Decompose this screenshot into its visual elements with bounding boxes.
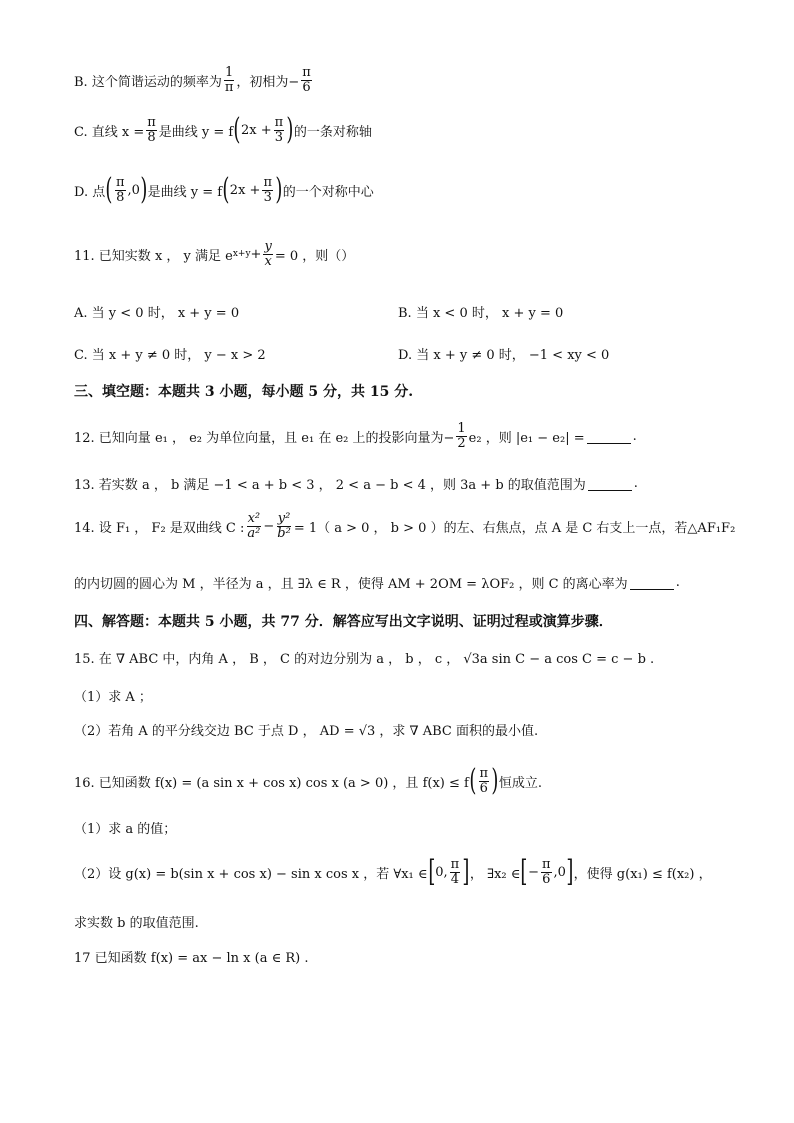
option-b [74,66,314,94]
q16-2-interval-2: − [528,864,539,880]
option-c-mid: 是曲线 y = f [158,124,234,140]
answer-blank [630,575,674,590]
fraction: $\frac{\text{x²}}{\text{a²}}$ [247,511,261,541]
answer-blank [587,429,631,444]
option-c-inner: 2x + [240,122,272,138]
fraction: $\frac{y}{x}$ [264,239,272,269]
answer-blank [588,476,632,491]
fraction: $\frac{\pi}{8}$ [147,114,156,145]
fraction: $\frac{\pi}{6}$ [302,65,311,95]
question-16-part-1: （1）求 a 的值； [74,822,177,837]
q11-option-a: A. 当 y < 0 时， x + y = 0 [74,306,240,321]
option-d-inner: ,0 [127,182,140,198]
q12-pre: 12. 已知向量 e₁ ， e₂ 为单位向量，且 e₁ 在 e₂ 上的投影向量为− [74,430,455,446]
q16-post: 恒成立. [498,775,542,791]
fraction: $\frac{1}{\pi}$ [224,65,234,95]
q11-post: = 0 ，则（） [274,248,355,264]
section-4-heading: 四、解答题：本题共 5 小题，共 77 分．解答应写出文字说明、证明过程或演算步骤． [74,614,613,630]
option-b-pre: B. 这个简谐运动的频率为 [74,74,222,90]
q11-plus: + [250,246,262,262]
section-3-heading: 三、填空题：本题共 3 小题，每小题 5 分，共 15 分. [74,384,414,400]
question-12: 12. 已知向量 e₁ ， e₂ 为单位向量，且 e₁ 在 e₂ 上的投影向量为− $\frac{1}{2}$ e₂ ，则 |e₁ − e₂| = . [74,421,637,451]
q14-post: = 1（ a > 0 ， b > 0 ）的左、右焦点，点 A 是 C 右支上一点，若△AF₁F₂ [293,520,736,536]
q11-pre: 11. 已知实数 x ， y 满足 e [74,248,233,264]
question-15: 15. 在 ∇ ABC 中，内角 A ， B ， C 的对边分别为 a ， b ， c ， √3a sin C − a cos C = c − b . [74,652,655,667]
q12-post: e₂ ，则 |e₁ − e₂| = [468,430,585,446]
q16-2-pre: （2）设 g(x) = b(sin x + cos x) − sin x cos x ，若 ∀x₁ ∈ [74,866,428,882]
fraction: $\frac{\pi}{3}$ [274,114,284,145]
q16-2-mid: ， ∃x₂ ∈ [469,866,521,882]
fraction: $\frac{\text{y²}}{\text{b²}}$ [277,511,291,541]
fraction: $\frac{\pi}{6}$ [479,765,489,796]
fraction: $\frac{\pi}{4}$ [450,856,460,887]
q13-text: 13. 若实数 a ， b 满足 −1 < a + b < 3 ， 2 < a − b < 4 ，则 3a + b 的取值范围为 [74,478,586,493]
fraction: $\frac{\pi}{8}$ [115,174,125,205]
q11-option-b: B. 当 x < 0 时， x + y = 0 [398,306,564,321]
question-16-part-2: （2）设 g(x) = b(sin x + cos x) − sin x cos x ，若 ∀x₁ ∈ [ 0, $\frac{\pi}{4}$ ] ， ∃x₂ ∈ [ − $\frac{\pi}{6}$ ,0 ] ，使得 g(x₁) ≤ f(x₂) ， [74,854,712,889]
option-c: C. 直线 x = $\frac{\pi}{8}$ 是曲线 y = f ( 2x + $\frac{\pi}{3}$ ) 的一条对称轴 [74,112,372,147]
question-11 [74,240,354,268]
q16-pre: 16. 已知函数 f(x) = (a sin x + cos x) cos x (a > 0) ，且 f(x) ≤ f [74,775,469,791]
option-b-mid: ，初相为− [236,74,300,90]
question-16: 16. 已知函数 f(x) = (a sin x + cos x) cos x (a > 0) ，且 f(x) ≤ f ( $\frac{\pi}{6}$ ) 恒成立. [74,763,542,798]
q16-2-interval-1: 0, [435,864,448,880]
question-15-part-2: （2）若角 A 的平分线交边 BC 于点 D ， AD = √3 ，求 ∇ ABC 面积的最小值. [74,724,539,739]
question-14-line-1 [74,512,735,540]
question-15-part-1: （1）求 A ； [74,690,152,705]
option-c-pre: C. 直线 x = [74,124,145,140]
option-d: D. 点 ( $\frac{\pi}{8}$ ,0 ) 是曲线 y = f ( 2x + $\frac{\pi}{3}$ ) 的一个对称中心 [74,172,374,207]
question-14-line-2: 的内切圆的圆心为 M ，半径为 a ，且 ∃λ ∈ R ，使得 AM + 2OM = λOF₂ ，则 C 的离心率为 . [74,575,680,592]
fraction: $\frac{\pi}{3}$ [263,174,272,205]
option-d-mid: 是曲线 y = f [147,184,223,200]
fraction: $\frac{1}{2}$ [457,421,466,451]
q11-sup: x+y [232,249,251,260]
q16-2-post: ，使得 g(x₁) ≤ f(x₂) ， [573,866,712,882]
option-d-post: 的一个对称中心 [282,184,374,200]
question-16-part-2-cont: 求实数 b 的取值范围. [74,916,199,931]
q11-option-c: C. 当 x + y ≠ 0 时， y − x > 2 [74,348,266,363]
q14-text: 的内切圆的圆心为 M ，半径为 a ，且 ∃λ ∈ R ，使得 AM + 2OM = λOF₂ ，则 C 的离心率为 [74,577,628,592]
fraction: $\frac{\pi}{6}$ [542,856,551,887]
q14-pre: 14. 设 F₁ ， F₂ 是双曲线 C : [74,520,245,536]
question-13: 13. 若实数 a ， b 满足 −1 < a + b < 3 ， 2 < a − b < 4 ，则 3a + b 的取值范围为 . [74,476,638,493]
q11-option-d: D. 当 x + y ≠ 0 时， −1 < xy < 0 [398,348,610,363]
question-17: 17 已知函数 f(x) = ax − ln x (a ∈ R) . [74,951,309,966]
option-c-post: 的一条对称轴 [293,124,372,140]
option-d-pre: D. 点 [74,184,106,200]
q14-minus: − [263,518,275,534]
option-d-inner2: 2x + [229,182,261,198]
q16-2-interval-3: ,0 [553,864,566,880]
